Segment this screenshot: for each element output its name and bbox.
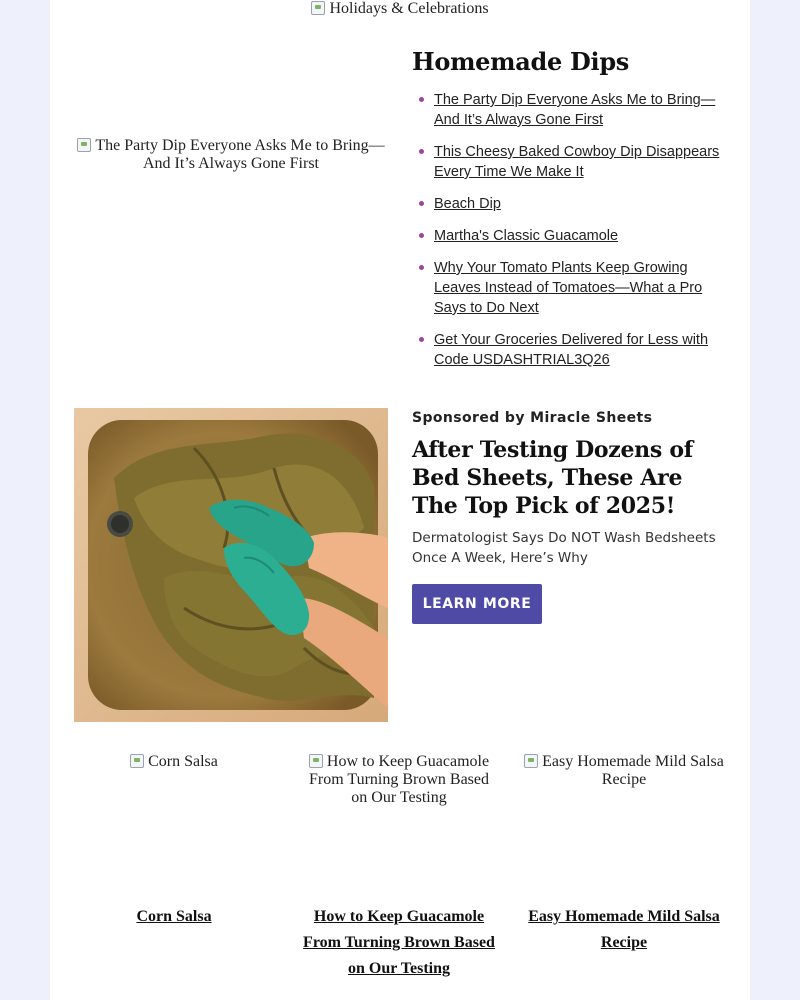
dips-feature-image[interactable] <box>74 137 388 173</box>
holidays-banner-alt: Holidays & Celebrations <box>329 0 489 17</box>
bullet-icon <box>419 149 424 154</box>
list-item <box>412 194 732 214</box>
holidays-banner-image[interactable] <box>50 0 750 18</box>
dip-link[interactable]: This Cheesy Baked Cowboy Dip Disappears Every Time We Make It <box>434 144 720 180</box>
card-image[interactable] <box>299 753 499 807</box>
ad-subtext: Dermatologist Says Do NOT Wash Bedsheets Once A Week, Here’s Why <box>412 530 716 566</box>
card-title <box>299 904 499 982</box>
broken-image-icon <box>130 754 144 768</box>
card-image[interactable] <box>74 753 274 771</box>
broken-image-icon <box>309 754 323 768</box>
dip-link[interactable]: Why Your Tomato Plants Keep Growing Leaves Instead of Tomatoes—What a Pro Says to Do Next <box>434 260 703 316</box>
card-title <box>524 904 724 956</box>
ad-photo[interactable] <box>74 408 388 722</box>
learn-more-button[interactable]: LEARN MORE <box>412 584 542 624</box>
list-item <box>412 226 732 246</box>
broken-image-icon <box>311 1 325 15</box>
bullet-icon <box>419 233 424 238</box>
dip-link[interactable]: Martha's Classic Guacamole <box>434 228 619 244</box>
list-item <box>412 258 732 318</box>
bullet-icon <box>419 97 424 102</box>
card-title-link[interactable]: How to Keep Guacamole From Turning Brown Based on Our Testing <box>303 908 495 977</box>
card-title <box>74 904 274 930</box>
homemade-dips-title: Homemade Dips <box>412 47 630 76</box>
dip-link[interactable]: Beach Dip <box>434 196 501 212</box>
card-image[interactable] <box>524 753 724 789</box>
card-image-alt: How to Keep Guacamole From Turning Brown Based on Our Testing <box>308 753 490 806</box>
sponsor-label: Sponsored by Miracle Sheets <box>412 410 653 426</box>
sink-washing-illustration <box>74 408 388 722</box>
broken-image-icon <box>77 138 91 152</box>
card-image-alt: Corn Salsa <box>148 753 218 770</box>
bullet-icon <box>419 337 424 342</box>
dip-link[interactable]: Get Your Groceries Delivered for Less with Code USDASHTRIAL3Q26 <box>434 332 709 368</box>
card-title-link[interactable]: Easy Homemade Mild Salsa Recipe <box>528 908 720 951</box>
bullet-icon <box>419 201 424 206</box>
broken-image-icon <box>524 754 538 768</box>
dips-feature-alt: The Party Dip Everyone Asks Me to Bring—And It’s Always Gone First <box>95 137 385 172</box>
card-image-alt: Easy Homemade Mild Salsa Recipe <box>542 753 724 788</box>
list-item <box>412 142 732 182</box>
ad-headline[interactable]: After Testing Dozens of Bed Sheets, These Are The Top Pick of 2025! <box>412 437 693 519</box>
card-title-link[interactable]: Corn Salsa <box>136 908 212 925</box>
dip-link[interactable]: The Party Dip Everyone Asks Me to Bring—And It’s Always Gone First <box>434 92 716 128</box>
bullet-icon <box>419 265 424 270</box>
list-item <box>412 90 732 130</box>
dips-link-list <box>412 90 732 382</box>
list-item <box>412 330 732 370</box>
newsletter-page <box>50 0 750 1000</box>
